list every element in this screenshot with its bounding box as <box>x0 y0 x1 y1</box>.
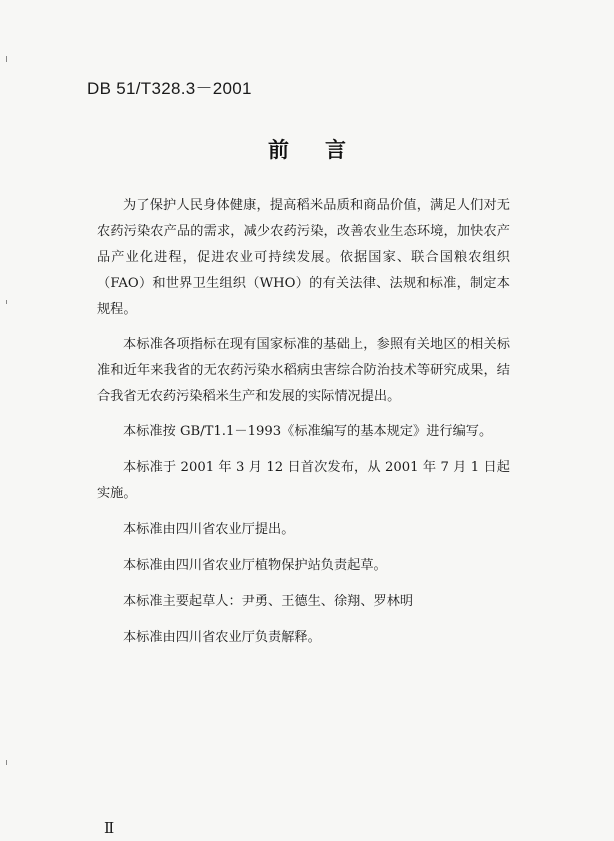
paragraph-basis: 本标准各项指标在现有国家标准的基础上，参照有关地区的相关标准和近年来我省的无农药污染水稻病虫害综合防治技术等研究成果，结合我省无农药污染稻米生产和发展的实际情况提出。 <box>97 337 510 404</box>
paragraph-dates: 本标准于 2001 年 3 月 12 日首次发布，从 2001 年 7 月 1 日起实施。 <box>97 460 510 501</box>
paragraph-purpose: 为了保护人民身体健康，提高稻米品质和商品价值，满足人们对无农药污染农产品的需求，减少农药污染，改善农业生态环境，加快农产品产业化进程，促进农业可持续发展。依据国家、联合国粮农组织（FAO）和世界卫生组织（WHO）的有关法律、法规和标准，制定本规程。 <box>97 198 510 317</box>
document-code: DB 51/T328.3－2001 <box>87 79 252 98</box>
scan-edge-mark <box>6 56 7 62</box>
page-number: Ⅱ <box>104 819 115 837</box>
paragraph-interpretation: 本标准由四川省农业厅负责解释。 <box>123 630 321 645</box>
paragraph-drafters: 本标准主要起草人：尹勇、王德生、徐翔、罗林明 <box>123 594 414 609</box>
document-body <box>97 193 510 661</box>
scan-edge-mark <box>6 300 7 304</box>
paragraph-drafter-unit: 本标准由四川省农业厅植物保护站负责起草。 <box>123 558 387 573</box>
paragraph-format: 本标准按 GB/T1.1－1993《标准编写的基本规定》进行编写。 <box>123 424 493 439</box>
page-title: 前言 <box>268 138 382 162</box>
scan-edge-mark <box>6 760 7 765</box>
paragraph-proposer: 本标准由四川省农业厅提出。 <box>123 522 295 537</box>
